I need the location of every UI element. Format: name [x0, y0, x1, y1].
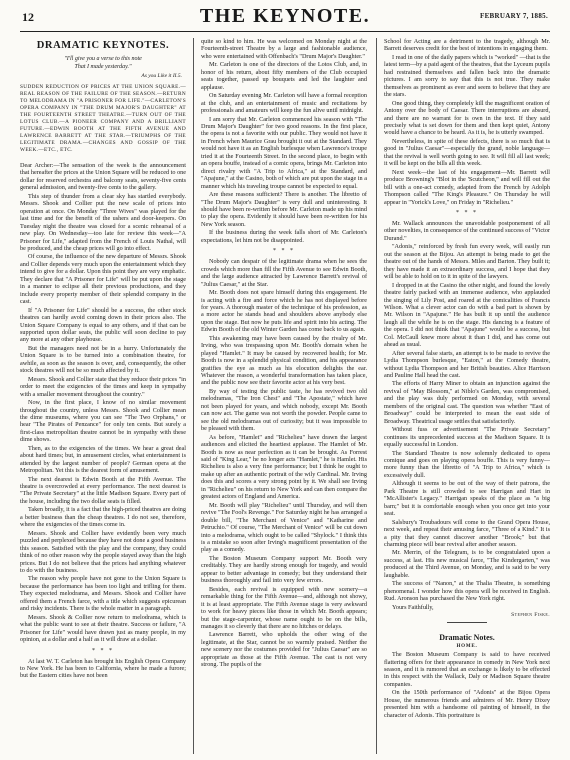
paragraph: Are these reasons sufficient? There is another. The libretto of "The Drum Major's Daughter" is very dull and uninteresting. It should have been re-written before Mr. Carleton made up his mind to play the opera. Evidently it should have been re-written for his New York season.	[201, 191, 367, 228]
paragraph: If the business during the week falls short of Mr. Carleton's expectations, let him not be disappointed.	[201, 229, 367, 244]
section-rule	[447, 622, 487, 623]
epigraph-line-1: "I'll give you a verse to this note	[64, 56, 142, 62]
paragraph: This awakening may have been caused by the rivalry of Mr. Irving, who was trespassing upon Mr. Booth's domain when he played "Hamlet." It may be caused by recovered health; for Mr. Booth is now in a splendid physical condition, and his appearance gratifies the eye as much as his elocution delights the ear. Whatever the reason, a wonderful transformation has taken place, and the public now see their favorite actor at his very best.	[201, 334, 367, 387]
column-3	[384, 38, 550, 754]
paragraph: Next week—the last of his engagement—Mr. Barrett will produce Browning's "Blot in the 'Scutcheon," and will fill out the bill with a one-act comedy, adapted from the French by Adolph Thompson called "The King's Pleasure." On Thursday he will appear in "Yorick's Love," on Friday in "Richelieu."	[384, 168, 550, 206]
paragraph: Lawrence Barrett, who upholds the other wing of the legitimate, at the Star, cannot be so warmly praised. Neither the new scenery nor the costumes provided for "Julius Caesar" are so appropriate as those at the Fifth Avenue. The cast is not very strong. The pupils of the	[201, 631, 367, 669]
section-separator: * * *	[92, 647, 114, 654]
paragraph: But the managers need not be in a hurry. Unfortunately the Union Square is to be turned into a combination theatre, for awhile, as soon as the season is over, and, consequently, the other stock theatres will not be so much affected by it.	[20, 344, 186, 375]
column-2	[201, 38, 367, 754]
paragraph: quite so kind to him. He was welcomed on Monday night at the Fourteenth-street Theatre by a large and fashionable audience, who were entertained with Offenbach's "Drum Major's Daughter."	[201, 38, 367, 60]
paragraph: One good thing, they completely kill the magnificent oration of Antony over the body of Caesar. There interruptions are absurd, and there are no warrant for is own in the text. If they said precisely what is set down for them and then kept quiet, Antony would have a chance to be heard. As it is, he is utterly swamped.	[384, 99, 550, 137]
paragraph: Nevertheless, in spite of these defects, there is so much that is good in "Julius Caesar"—especially the grand, noble language—that the revival is well worth going to see. It will fill all last week; it will be kept on the bills all this week.	[384, 137, 550, 168]
paragraph: This step of thunder from a clear sky has startled everybody. Messrs. Shook and Collier put the new scale of prices into operation at once. On Monday "Three Wives" was played for the last time and for the benefit of the ushers and door-keepers. On Tuesday night the theatre was closed for a scenic rehearsal of a new play. On Wednesday—too late for review this week—"A Prisoner for Life," adapted from the French of Louis Nathal, will be produced, and the cheap prices will go into effect.	[20, 192, 186, 252]
paragraph: The reason why people have not gone to the Union Square is because the performance has been too light and trifling for them. They expected melodrama, and Messrs. Shook and Collier have offered them a French farce, with a title which suggests epicurean and risky incidents. There is the whole matter in a paragraph.	[20, 575, 186, 613]
column-divider-left	[193, 38, 194, 754]
paragraph: The success of "Nanon," at the Thalia Theatre, is something phenomenal. I wonder how this opera will be received in English. Rud. Aronson has purchased the New York right.	[384, 580, 550, 603]
issue-date: FEBRUARY 7, 1885.	[480, 12, 548, 20]
paragraph: The Boston Museum Company support Mr. Booth very creditably. They are hardly strong enough for tragedy, and would appear to better advantage in comedy; but they understand their business thoroughly and fail into very few errors.	[201, 554, 367, 585]
paragraph: Now, in the first place, I know of no similar movement throughout the country, unless Messrs. Shook and Collier mean the dime museums, where you can see "The Two Orphans," or hear "The Pirates of Penzance" for only ten cents. But surely a first-class metropolitan theatre cannot be in sympathy with these dime shows.	[20, 399, 186, 444]
subsection-heading: HOME.	[456, 644, 478, 650]
newspaper-title: THE KEYNOTE.	[199, 5, 371, 27]
paragraph: Messrs. Shook and Collier state that they reduce their prices "in order to meet the exigencies of the times and keep in sympathy with a smaller movement throughout the country."	[20, 375, 186, 398]
paragraph: Dear Archer:—The sensation of the week is the announcement that hereafter the prices at the Union Square will be reduced to one dollar for reserved orchestra and balcony seats, seventy-five cents general admission, and twenty-five cents to the gallery.	[20, 162, 186, 192]
column-1	[20, 38, 186, 754]
article-summary: SUDDEN REDUCTION OF PRICES AT THE UNION SQUARE.—REAL REASON OF THE FAILURE OF THE SEASON.—RETURN TO MELODRAMA IN "A PRISONER FOR LIFE."—CARLETON'S OPERA COMPANY IN "THE DRUM MAJOR'S DAUGHTER" AT THE FOURTEENTH STREET THEATRE.—TURN OUT OF THE LOTUS CLUB.—A PIONEER COMPANY AND A BRILLIANT FUTURE.—EDWIN BOOTH AT THE FIFTH AVENUE AND LAWRENCE BARRETT AT THE STAR.—TRIUMPHS OF THE LEGITIMATE DRAMA.—CHANGES AND GOSSIP OF THE WEEK.—ETC., ETC.	[20, 84, 186, 153]
letter-closing: Yours Faithfully,	[392, 603, 434, 611]
header-rule	[20, 31, 550, 32]
paragraph: Of course, the influence of the new departure of Messrs. Shook and Collier depends very much upon the entertainment which they intend to give for a dollar. Upon this point they are very emphatic. They declare that "A Prisoner for Life" will be put upon the stage in a manner to eclipse all their previous productions, and they include every property member of their splendid company in the cast.	[20, 253, 186, 306]
paragraph: I dropped in at the Casino the other night, and found the lovely theatre fairly packed with an immense audience, who applauded the singing of Lily Post, and roared at the comicalities of Francis Wilson. What a clever actor can do with a bad part is shown by Mr. Wilson in "Apajune." He has built it up until the audience laugh all the while he is on the stage. His dancing is a feature of the opera. I did not think that "Apajune" would be a success, but Col. McCaull knew more about it than I did, and has come out ahead as usual.	[384, 281, 550, 349]
epigraph	[20, 56, 186, 71]
article-heading: DRAMATIC KEYNOTES.	[36, 40, 170, 51]
paragraph: By way of testing the public taste, he has revived two old melodramas, "The Iron Chest" and "The Apostate," which have not been played for years, and which nobody, except Mr. Booth can now act. The game was not worth the powder. People came to see the old melodramas out of curiosity; but it was impossible to be pleased with them.	[201, 387, 367, 433]
paragraph: Nobody can despair of the legitimate drama when he sees the crowds which more than fill the Fifth Avenue to see Edwin Booth, and the large audience attracted by Lawrence Barrett's revival of "Julius Caesar," at the Star.	[201, 258, 367, 288]
section-heading: Dramatic Notes.	[439, 633, 495, 643]
paragraph: Mr. Booth will play "Richelieu" until Thursday, and will then revive "The Fool's Revenge." For Saturday night he has arranged a double bill, "The Merchant of Venice" and "Katharine and Petruchio." Of course, "The Merchant of Venice" will be cut down into a melodrama, which ought to be called "Shylock." I think this is a mistake so soon after Irving's magnificent presentation of the play as a comedy.	[201, 501, 367, 554]
paragraph: On the 150th performance of "Adonis" at the Bijou Opera House, the numerous friends and admirers of Mr. Henry Dixey presented him with a handsome oil painting of himself, in the character of Adonis. This portraiture is	[384, 689, 550, 719]
paragraph: The efforts of Harry Miner to obtain an injunction against the revival of "May Blossom," at Niblo's Garden, was compromised, and the play was duly performed on Monday, with several members of the original cast. The question was whether "East of Broadway" could be interpreted to mean the east side of Broadway. Theatrical usage settles that satisfactorily.	[384, 380, 550, 425]
paragraph: Messrs. Shook & Collier now return to melodrama, which is what the public want to see at their theatre. Success or failure, "A Prisoner for Life" would have drawn just as many people, in my opinion, at a dollar and a half as it will draw at a dollar.	[20, 613, 186, 644]
paragraph: As before, "Hamlet" and "Richelieu" have drawn the largest audiences and elicited the heartiest applause. The Hamlet of Mr. Booth is now as near perfection as it can be brought. As Forrest said of "King Lear," he no longer acts "Hamlet," he is Hamlet. His Richelieu is also a very fine performance; but I think he ought to make up after an authentic portrait of the wily Cardinal. Mr. Irving does this and scores a very strong point by it. We shall see Irving in "Richelieu" on his return to New York and can then compare the greatest actors of England and America.	[201, 433, 367, 501]
paragraph: School for Acting are a detriment to the tragedy, although Mr. Barrett deserves credit for the best of intentions in engaging them.	[384, 38, 550, 53]
paragraph: "Adonis," reinforced by fresh fun every week, will easily run out the season at the Bijou. An attempt is being made to get the theatre out of the hands of Messrs. Miles and Barton. They built it; they have made it an extraordinary success, and I hope that they will be able to hold on to it in spite of the lawyers.	[384, 243, 550, 281]
paragraph: On Saturday evening Mr. Carleton will have a formal reception at the club, and an entertainment of music and recitations by professionals and amateurs will keep the fun alive until midnight.	[201, 92, 367, 115]
author-signature: Stephen Fiske.	[511, 612, 550, 619]
paragraph: Although it seems to be out of the way of their patrons, the Park Theatre is still crowded to see Harrigan and Hart in "McAllister's Legacy." Harrigan speaks of the place as "a big barn;" but it is comfortable enough when you once get into your seat.	[384, 480, 550, 518]
paragraph: Messrs. Shook and Collier have evidently been very much puzzled and perplexed because they have not done a good business this season. Satisfied with the play and the company, they could think of no other reason why the people stayed away than the high prices. But I do not believe that the prices had anything whatever to do with the business.	[20, 529, 186, 575]
column-divider-right	[376, 38, 377, 754]
paragraph: Mr. Merrin, of the Telegram, is to be congratulated upon a success, at last. His new musical farce, "The Kindergarten," was produced at the Third Avenue, on Monday, and is said to be very laughable.	[384, 549, 550, 579]
paragraph: Taken broadly, it is a fact that the high-priced theatres are doing a better business than the cheap theatres. I do not see, therefore, where the exigencies of the times come in.	[20, 506, 186, 529]
paragraph: Without fuss or advertisement "The Private Secretary" continues its unprecedented success at the Madison Square. It is equally successful in London.	[384, 426, 550, 449]
paragraph: Besides, each revival is equipped with new scenery—a remarkable thing for the Fifth Avenue—and, although not showy, it is at least appropriate. The Fifth Avenue stage is very awkward to work for heavy pieces like those in which Mr. Booth appears; but the stage-carpenter, whose name ought to be on the bills, manages it so cleverly that there are no hitches or delays.	[201, 585, 367, 630]
section-separator: * * *	[273, 248, 295, 255]
paragraph: If "A Prisoner for Life" should be a success, the other stock theatres can hardly avoid coming down in their prices also. The Union Square Company is equal to any others, and if that can be supported upon dollar seats, the public will soon decline to pay any more at any other playhouse.	[20, 306, 186, 344]
epigraph-source: As you Like it II.5.	[141, 73, 182, 79]
paragraph: Mr. Carleton is one of the directors of the Lotos Club, and, in honor of his return, about fifty members of the Club occupied seats together, passed up bouquets and led the laughter and applause.	[201, 61, 367, 91]
paragraph: Salsbury's Troubadours will come to the Grand Opera House, next week, and repeat their amusing farce, "Three of a Kind." It is a pity that they cannot discover another "Brook;" but that charming piece will bear revival after another season.	[384, 518, 550, 548]
masthead	[0, 0, 570, 28]
paragraph: The Boston Museum Company is said to have received flattering offers for their appearance in comedy in New York next season, and it is rumored that an exchange is likely to be effected in this respect with the Wallack, Daly or Madison Square theatre companies.	[384, 651, 550, 688]
paragraph: Then, as to the exigencies of the times. We hear a great deal about hard times; but, in amusement circles, what entertainment is attended by the largest number of people? German opera at the Metropolitan. Yet this is the dearest form of amusement.	[20, 444, 186, 475]
paragraph: I am sorry that Mr. Carleton commenced his season with "The Drum Major's Daughter" for two good reasons. In the first place, the opera is not a favorite with our public. They would not have it in French when Maurice Grau brought it out at the Standard. They would not have it as an English burlesque when Lawrence's troupe tried it at the Fourteenth Street. In the second place, to begin with an opera bouffe, instead of a comic opera, brings Mr. Carleton into direct rivalry with "A Trip to Africa," at the Standard, and "Apajune," at the Casino, both of which are put upon the stage in a manner which his traveling troupe cannot be expected to equal.	[201, 115, 367, 190]
page-number: 12	[22, 10, 34, 24]
paragraph: The Standard Theatre is now solemnly dedicated to opera comique and goes on playing opera bouffe. This is very funny—more funny than the libretto of "A Trip to Africa," which is excessively dull.	[384, 449, 550, 479]
paragraph: I read in one of the daily papers which is "worked" —that is the latest term—by a paid agent of the theatres, that the Lyceum pupils had restrained themselves and fallen back into the dramatic pictures. I am sorry to say that this is not true. They make themselves as prominent as ever and seem to believe that they are the stars.	[384, 53, 550, 99]
section-separator: * * *	[456, 209, 478, 216]
paragraph: Mr. Wallack announces the unavoidable postponement of all other novelties, in consequence of the continued success of "Victor Durand."	[384, 219, 550, 242]
paragraph: Mr. Booth does not spare himself during this engagement. He is acting with a fire and force which he has not displayed before for years. A thorough master of the technique of his profession, as a more actor he stands head and shoulders above anybody else upon the stage. But now he puts life and spirit into his acting. The Edwin Booth of the old Winter Garden has come back to us again.	[201, 289, 367, 334]
epigraph-line-2: That I made yesterday."	[74, 63, 132, 70]
paragraph: The next dearest is Edwin Booth at the Fifth Avenue. The theatre is overcrowded at every performance. The next dearest is "The Private Secretary" at the little Madison Square. Every part of the house, including the two dollar seats is filled.	[20, 475, 186, 505]
paragraph: At last W. T. Carleton has brought his English Opera Company to New York. He has been to California, where he made a furore; but the Eastern cities have not been	[20, 657, 186, 680]
paragraph: After several false starts, an attempt is to be made to revive the Lydia Thompson burlesque, "Eaton," at the Comedy theatre, without Lydia Thompson and her British beauties. Alice Harrison and Pauline Hall head the cast.	[384, 349, 550, 380]
